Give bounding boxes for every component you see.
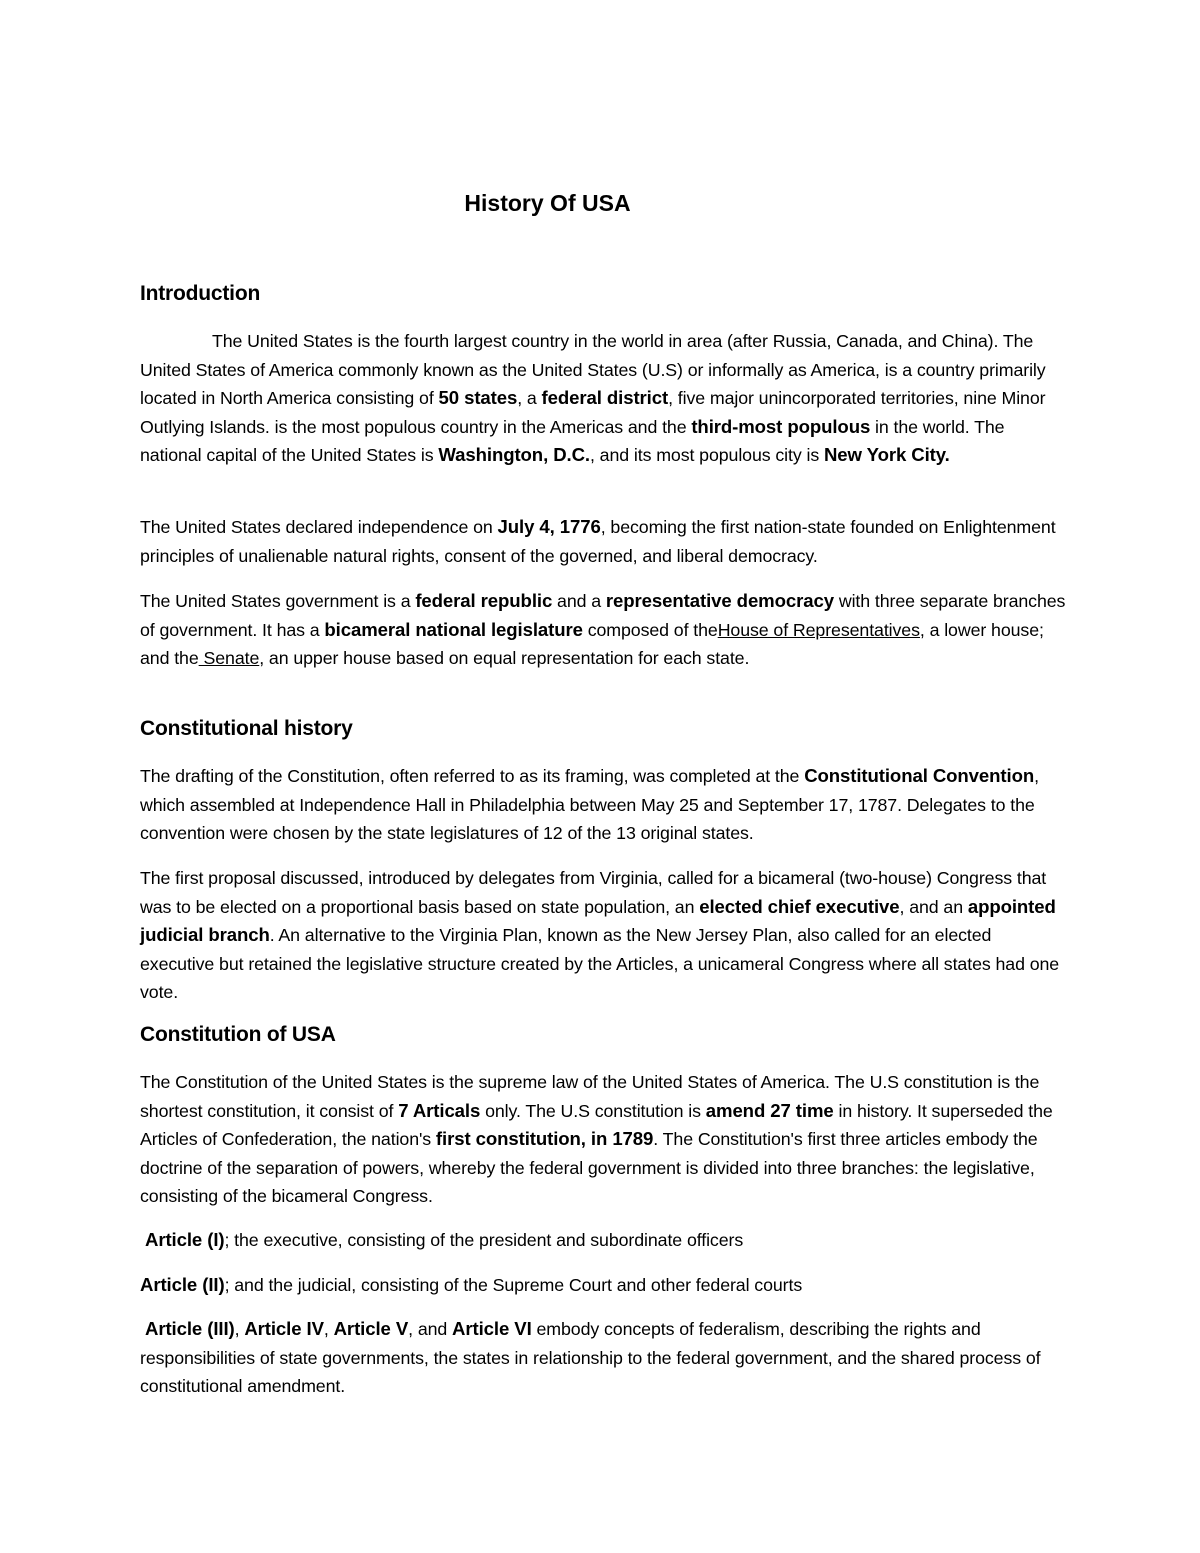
paragraph-article-2: Article (II); and the judicial, consisting of the Supreme Court and other federal courts [140,1274,803,1295]
document-title: History Of USA [464,190,631,216]
paragraph-articles-3-6: Article (III), Article IV, Article V, and Article VI embody concepts of federalism, describing the rights and responsibilities of state governments, the states in relationship to the federal government, and the shared process of constitutional amendment. [140,1318,1041,1397]
paragraph-constitutional-history-2: The first proposal discussed, introduced by delegates from Virginia, called for a bicameral (two-house) Congress that was to be elected on a proportional basis based on state population, an elected chief executive, and an appointed judicial branch. An alternative to the Virginia Plan, known as the New Jersey Plan, also called for an elected executive but retained the legislative structure created by the Articles, a unicameral Congress where all states had one vote. [140,868,1060,1003]
paragraph-introduction-3: The United States government is a federal republic and a representative democracy with three separate branches of government. It has a bicameral national legislature composed of theHouse of Representatives, a lower house; and the Senate, an upper house based on equal representation for each state. [140,590,1066,669]
paragraph-constitution-1: The Constitution of the United States is the supreme law of the United States of America. The U.S constitution is the shortest constitution, it consist of 7 Articals only. The U.S constitution is amend 27 time in history. It superseded the Articles of Confederation, the nation's first constitution, in 1789. The Constitution's first three articles embody the doctrine of the separation of powers, whereby the federal government is divided into three branches: the legislative, consisting of the bicameral Congress. [140,1072,1053,1207]
section-heading-constitutional-history: Constitutional history [140,717,353,740]
paragraph-constitutional-history-1: The drafting of the Constitution, often referred to as its framing, was completed at the Constitutional Convention, which assembled at Independence Hall in Philadelphia between May 25 and September 17, 1787. Delegates to the convention were chosen by the state legislatures of 12 of the 13 original states. [140,765,1039,844]
senate-link[interactable]: Senate [198,648,260,669]
section-heading-constitution-of-usa: Constitution of USA [140,1023,336,1046]
paragraph-introduction-1: The United States is the fourth largest country in the world in area (after Russia, Canada, and China). The United States of America commonly known as the United States (U.S) or informally as America, is a country primarily located in North America consisting of 50 states, a federal district, five major unincorporated territories, nine Minor Outlying Islands. is the most populous country in the Americas and the third-most populous in the world. The national capital of the United States is Washington, D.C., and its most populous city is New York City. [140,331,1046,466]
paragraph-article-1: Article (I); the executive, consisting of the president and subordinate officers [145,1229,744,1250]
house-of-representatives-link[interactable]: House of Representatives, [717,619,925,640]
section-heading-introduction: Introduction [140,282,261,305]
paragraph-introduction-2: The United States declared independence on July 4, 1776, becoming the first nation-state founded on Enlightenment principles of unalienable natural rights, consent of the governed, and liberal democracy. [140,516,1056,566]
